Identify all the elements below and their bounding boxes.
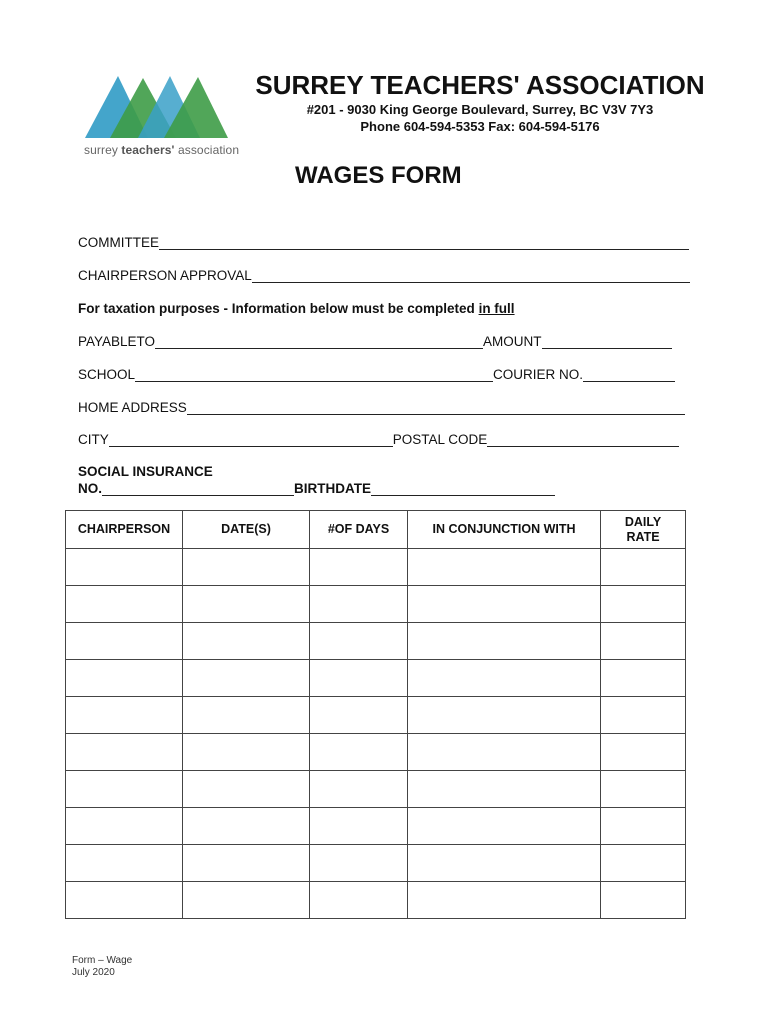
form-title: WAGES FORM (295, 162, 462, 189)
cell-chairperson[interactable] (66, 549, 183, 586)
cell-dates[interactable] (183, 808, 310, 845)
cell-days[interactable] (310, 771, 408, 808)
courier-label: COURIER NO. (493, 367, 584, 382)
cell-dates[interactable] (183, 697, 310, 734)
cell-in-conjunction-with[interactable] (408, 882, 601, 919)
logo-wordmark: surrey teachers' association (84, 143, 240, 157)
cell-dates[interactable] (183, 882, 310, 919)
chairperson-approval-label: CHAIRPERSON APPROVAL (78, 268, 252, 283)
payable-to-line[interactable] (155, 337, 483, 349)
taxation-note-emphasis: in full (478, 301, 515, 316)
taxation-note-text: For taxation purposes - Information below must be completed (78, 301, 475, 316)
organization-phone-fax: Phone 604-594-5353 Fax: 604-594-5176 (360, 119, 600, 134)
cell-days[interactable] (310, 845, 408, 882)
form-footer (72, 955, 132, 979)
cell-chairperson[interactable] (66, 882, 183, 919)
organization-address: #201 - 9030 King George Boulevard, Surrey, BC V3V 7Y3 (306, 102, 654, 117)
cell-days[interactable] (310, 734, 408, 771)
table-row (66, 734, 686, 771)
footer-form-name: Form – Wage (72, 955, 133, 966)
table-header-row (66, 511, 686, 549)
payable-to-label: PAYABLETO (78, 334, 156, 349)
chairperson-approval-field[interactable] (78, 268, 690, 283)
cell-chairperson[interactable] (66, 586, 183, 623)
home-address-line[interactable] (187, 403, 685, 415)
postal-code-line[interactable] (487, 435, 679, 447)
wages-table (65, 510, 686, 919)
cell-days[interactable] (310, 586, 408, 623)
sin-line[interactable] (102, 484, 294, 496)
taxation-note (78, 301, 515, 316)
table-row (66, 660, 686, 697)
cell-days[interactable] (310, 697, 408, 734)
header-daily-rate: DAILY RATE (601, 511, 686, 549)
cell-days[interactable] (310, 660, 408, 697)
cell-dates[interactable] (183, 734, 310, 771)
committee-label: COMMITTEE (78, 235, 159, 250)
cell-dates[interactable] (183, 771, 310, 808)
cell-in-conjunction-with[interactable] (408, 623, 601, 660)
cell-in-conjunction-with[interactable] (408, 660, 601, 697)
mountain-logo-icon (82, 72, 232, 142)
cell-days[interactable] (310, 808, 408, 845)
header-days: #OF DAYS (310, 511, 408, 549)
cell-dates[interactable] (183, 845, 310, 882)
organization-name: SURREY TEACHERS' ASSOCIATION (255, 70, 705, 100)
header-dates: DATE(S) (183, 511, 310, 549)
cell-dates[interactable] (183, 623, 310, 660)
cell-chairperson[interactable] (66, 660, 183, 697)
cell-daily-rate[interactable] (601, 660, 686, 697)
home-address-field (78, 400, 685, 415)
postal-code-label: POSTAL CODE (392, 432, 488, 447)
cell-daily-rate[interactable] (601, 549, 686, 586)
birthdate-label: BIRTHDATE (294, 481, 372, 496)
cell-days[interactable] (310, 623, 408, 660)
table-row (66, 845, 686, 882)
cell-daily-rate[interactable] (601, 771, 686, 808)
table-row (66, 623, 686, 660)
footer-date: July 2020 (72, 967, 115, 978)
cell-chairperson[interactable] (66, 845, 183, 882)
cell-chairperson[interactable] (66, 771, 183, 808)
cell-daily-rate[interactable] (601, 623, 686, 660)
city-label: CITY (78, 432, 109, 447)
cell-in-conjunction-with[interactable] (408, 586, 601, 623)
amount-line[interactable] (542, 337, 672, 349)
cell-daily-rate[interactable] (601, 808, 686, 845)
cell-chairperson[interactable] (66, 697, 183, 734)
cell-in-conjunction-with[interactable] (408, 771, 601, 808)
cell-daily-rate[interactable] (601, 845, 686, 882)
school-line[interactable] (135, 370, 493, 382)
sin-birthdate-row (78, 481, 555, 496)
cell-dates[interactable] (183, 549, 310, 586)
cell-in-conjunction-with[interactable] (408, 549, 601, 586)
cell-daily-rate[interactable] (601, 882, 686, 919)
cell-dates[interactable] (183, 586, 310, 623)
table-row (66, 549, 686, 586)
cell-days[interactable] (310, 549, 408, 586)
cell-daily-rate[interactable] (601, 734, 686, 771)
cell-in-conjunction-with[interactable] (408, 808, 601, 845)
header-chairperson: CHAIRPERSON (66, 511, 183, 549)
cell-in-conjunction-with[interactable] (408, 845, 601, 882)
cell-dates[interactable] (183, 660, 310, 697)
cell-in-conjunction-with[interactable] (408, 697, 601, 734)
table-row (66, 771, 686, 808)
cell-daily-rate[interactable] (601, 697, 686, 734)
committee-field[interactable] (78, 235, 689, 250)
table-row (66, 882, 686, 919)
cell-chairperson[interactable] (66, 808, 183, 845)
sin-label-line1: SOCIAL INSURANCE (78, 464, 213, 479)
cell-daily-rate[interactable] (601, 586, 686, 623)
committee-line[interactable] (159, 238, 689, 250)
table-row (66, 586, 686, 623)
payable-amount-row (78, 334, 672, 349)
table-row (66, 808, 686, 845)
cell-chairperson[interactable] (66, 623, 183, 660)
school-label: SCHOOL (78, 367, 136, 382)
city-line[interactable] (109, 435, 393, 447)
sta-logo (82, 72, 240, 162)
cell-chairperson[interactable] (66, 734, 183, 771)
courier-line[interactable] (583, 370, 675, 382)
chairperson-approval-line[interactable] (252, 271, 690, 283)
city-postal-row (78, 432, 679, 447)
cell-in-conjunction-with[interactable] (408, 734, 601, 771)
amount-label: AMOUNT (483, 334, 542, 349)
cell-days[interactable] (310, 882, 408, 919)
school-courier-row (78, 367, 675, 382)
table-row (66, 697, 686, 734)
header-in-conjunction-with: IN CONJUNCTION WITH (408, 511, 601, 549)
home-address-label: HOME ADDRESS (78, 400, 187, 415)
birthdate-line[interactable] (371, 484, 555, 496)
sin-label: NO. (78, 481, 103, 496)
